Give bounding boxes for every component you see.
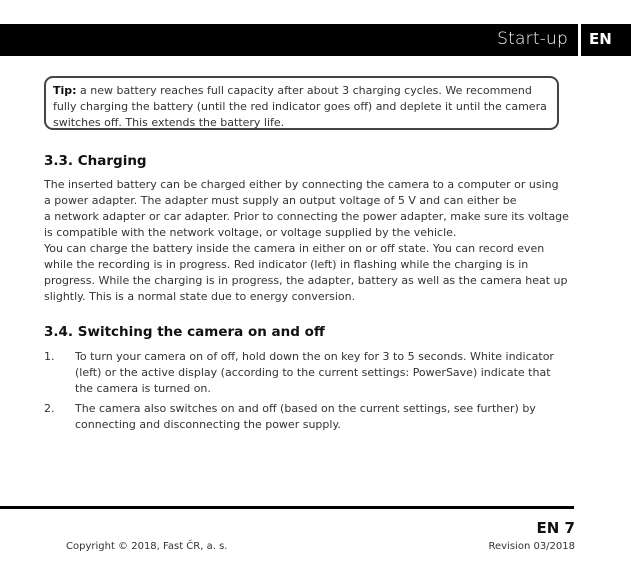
list-item-number: 2. xyxy=(44,402,55,415)
charging-line: You can charge the battery inside the camera in either on or off state. You can record even xyxy=(44,242,545,255)
charging-line: progress. While the charging is in progress, the adapter, battery as well as the camera heat up xyxy=(44,274,568,287)
tip-line-3: switches off. This extends the battery life. xyxy=(53,116,285,129)
charging-line: is compatible with the network voltage, or voltage supplied by the vehicle. xyxy=(44,226,457,239)
tip-line-2: fully charging the battery (until the red indicator goes off) and deplete it until the camera xyxy=(53,100,547,113)
charging-line: while the recording is in progress. Red indicator (left) in flashing while the charging is in xyxy=(44,258,529,271)
tip-label: Tip: xyxy=(53,84,77,97)
header-title: Start-up xyxy=(497,29,568,49)
list-item-line: the camera is turned on. xyxy=(75,382,211,395)
tip-text-1: a new battery reaches full capacity after about 3 charging cycles. We recommend xyxy=(76,84,532,97)
list-item-line: To turn your camera on of off, hold down the on key for 3 to 5 seconds. White indicator xyxy=(75,350,554,363)
footer-rule xyxy=(0,506,574,509)
charging-line: a network adapter or car adapter. Prior to connecting the power adapter, make sure its voltage xyxy=(44,210,569,223)
list-item xyxy=(44,401,564,433)
list-item-line: The camera also switches on and off (based on the current settings, see further) by xyxy=(75,402,536,415)
charging-heading: 3.3. Charging xyxy=(44,153,147,169)
list-item xyxy=(44,349,564,397)
switching-heading: 3.4. Switching the camera on and off xyxy=(44,324,325,340)
charging-line: a power adapter. The adapter must supply an output voltage of 5 V and can either be xyxy=(44,194,517,207)
list-item-line: connecting and disconnecting the power supply. xyxy=(75,418,341,431)
switching-list xyxy=(44,349,564,437)
page-number: EN 7 xyxy=(536,519,575,537)
language-tab xyxy=(581,24,631,56)
header-bar xyxy=(0,24,578,56)
charging-line: The inserted battery can be charged either by connecting the camera to a computer or using xyxy=(44,178,559,191)
tip-line-1 xyxy=(53,83,550,99)
charging-line: slightly. This is a normal state due to energy conversion. xyxy=(44,290,356,303)
list-item-number: 1. xyxy=(44,350,55,363)
revision: Revision 03/2018 xyxy=(488,541,575,552)
language-label: EN xyxy=(589,30,612,48)
list-item-line: (left) or the active display (according to the current settings: PowerSave) indicate that xyxy=(75,366,551,379)
charging-paragraph xyxy=(44,177,569,305)
tip-box xyxy=(44,76,559,130)
copyright: Copyright © 2018, Fast ČR, a. s. xyxy=(66,541,228,552)
